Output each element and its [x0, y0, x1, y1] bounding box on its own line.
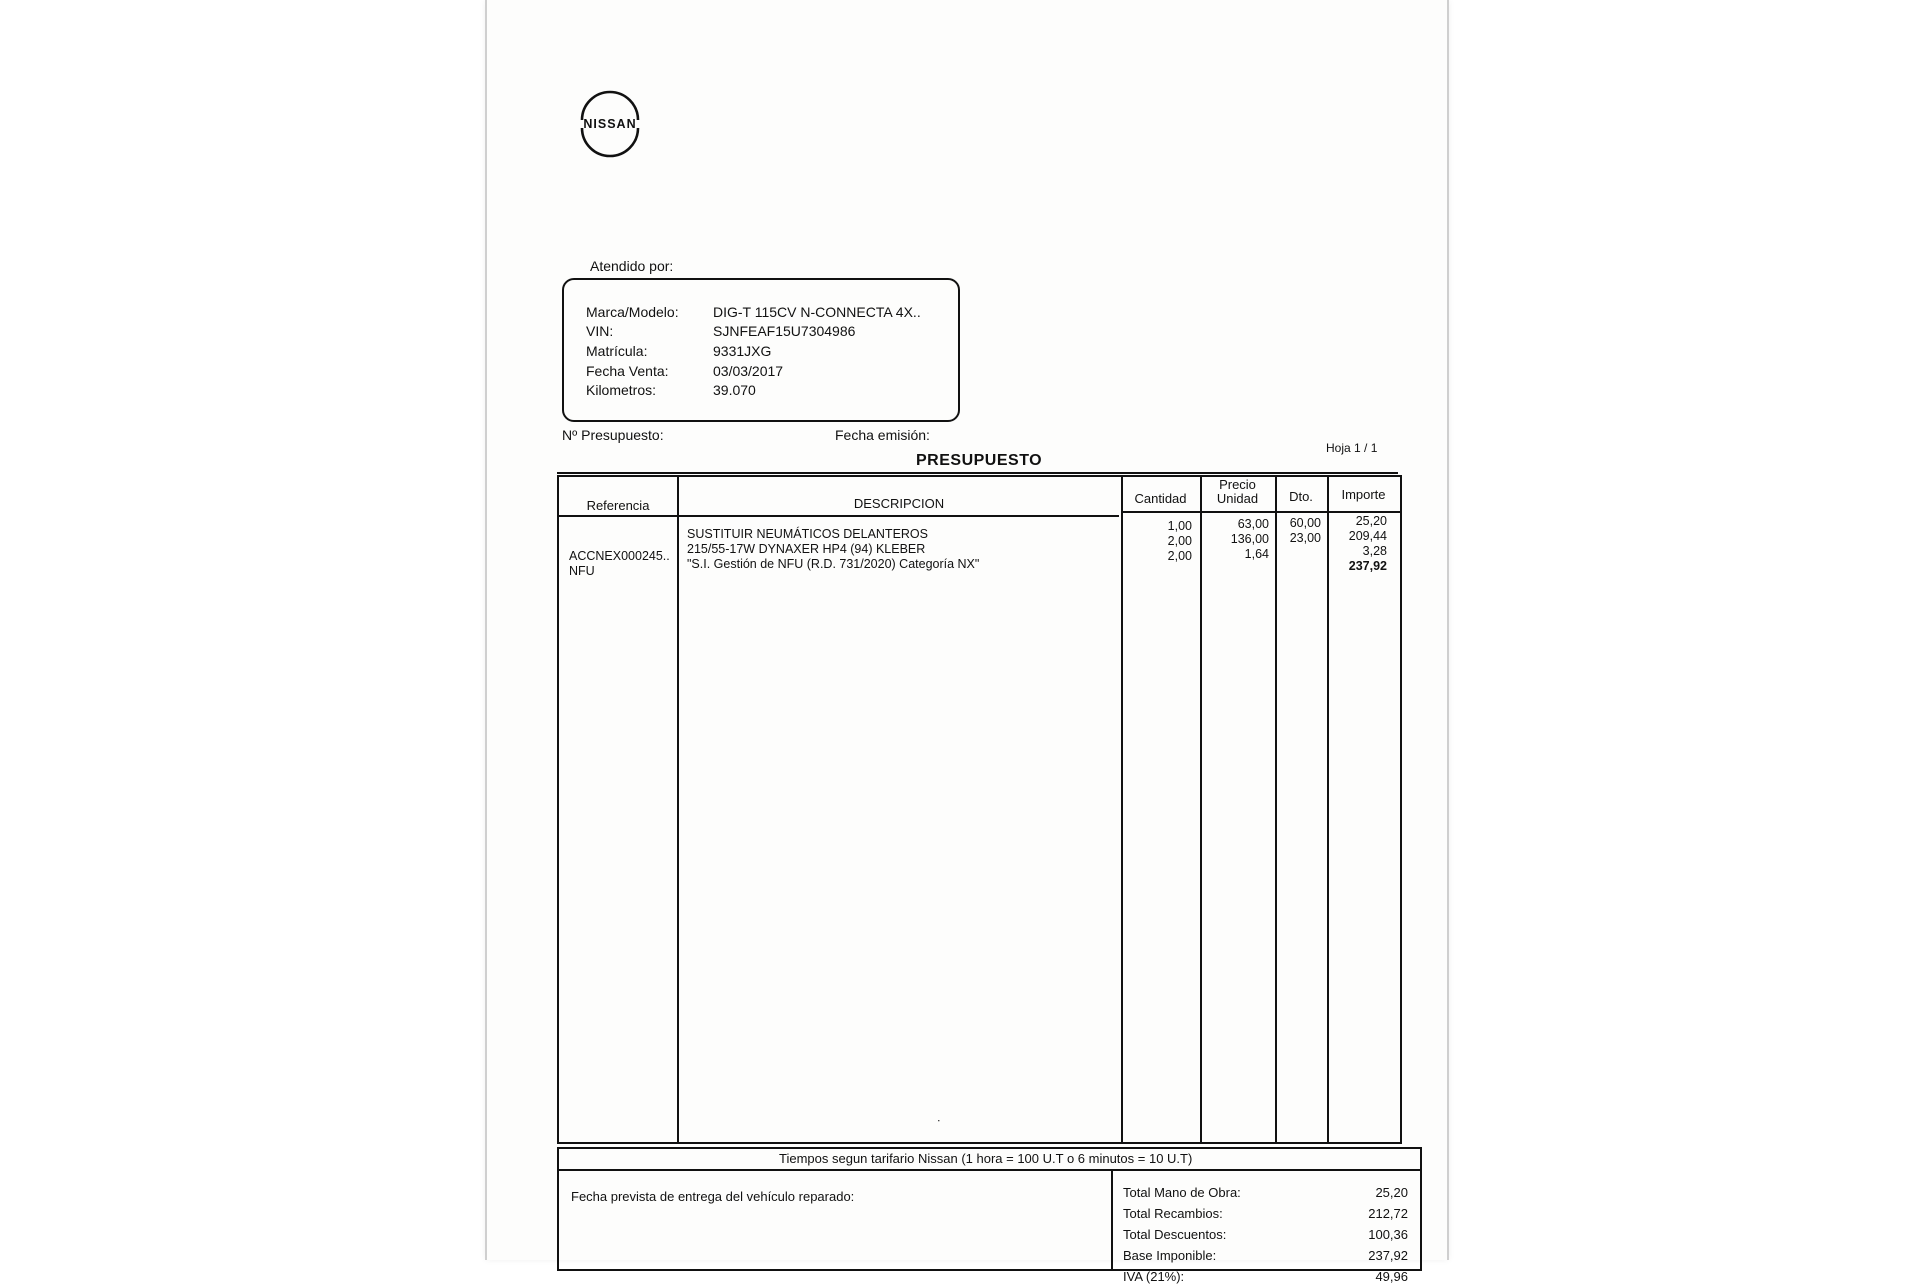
- issue-date-label: Fecha emisión:: [835, 427, 930, 443]
- unit-price-cell: 136,00: [1230, 532, 1269, 546]
- header-discount: Dto.: [1289, 489, 1313, 504]
- model-label: Marca/Modelo:: [586, 304, 679, 320]
- column-divider: [1121, 477, 1123, 1142]
- vat-label: IVA (21%):: [1123, 1269, 1185, 1284]
- total-labor-row: [1123, 1185, 1408, 1200]
- header-rule: [1121, 511, 1400, 513]
- tax-base-value: 237,92: [1368, 1248, 1408, 1263]
- column-divider: [1200, 477, 1202, 1142]
- column-divider: [1327, 477, 1329, 1142]
- vehicle-row-km: [586, 382, 756, 398]
- quantity-cell: 1,00: [1167, 519, 1192, 533]
- delivery-date-label: Fecha prevista de entrega del vehículo reparado:: [571, 1189, 855, 1204]
- total-discounts-row: [1123, 1227, 1408, 1242]
- header-description: DESCRIPCION: [853, 496, 945, 511]
- tax-base-row: [1123, 1248, 1408, 1263]
- header-rule: [559, 515, 1119, 517]
- attended-by-label: Atendido por:: [590, 258, 674, 274]
- tax-base-label: Base Imponible:: [1123, 1248, 1217, 1263]
- vin-label: VIN:: [586, 323, 614, 339]
- km-value: 39.070: [713, 382, 756, 398]
- amount-cell: 3,28: [1362, 544, 1387, 558]
- quantity-cell: 2,00: [1167, 549, 1192, 563]
- logo-text: NISSAN: [583, 117, 637, 131]
- discount-cell: 23,00: [1289, 531, 1321, 545]
- header-reference: Referencia: [586, 498, 650, 513]
- total-labor-value: 25,20: [1375, 1185, 1408, 1200]
- vehicle-info-box: [562, 278, 960, 422]
- vehicle-row-sale-date: [586, 363, 783, 379]
- vin-value: SJNFEAF15U7304986: [713, 323, 856, 339]
- budget-number-label: Nº Presupuesto:: [562, 427, 664, 443]
- summary-divider: [1111, 1169, 1113, 1269]
- tick-mark: ᐧ: [937, 1114, 941, 1128]
- reference-cell: ACCNEX000245..: [569, 549, 670, 563]
- quantity-cell: 2,00: [1167, 534, 1192, 548]
- summary-box: [557, 1147, 1422, 1284]
- tiempos-note: Tiempos segun tarifario Nissan (1 hora = 100 U.T o 6 minutos = 10 U.T): [779, 1151, 1193, 1166]
- page-indicator: Hoja 1 / 1: [1326, 441, 1378, 455]
- column-divider: [1275, 477, 1277, 1142]
- vehicle-row-model: [586, 304, 921, 320]
- sale-date-value: 03/03/2017: [713, 363, 784, 379]
- vehicle-row-plate: [586, 343, 771, 359]
- nissan-logo: [570, 92, 650, 154]
- km-label: Kilometros:: [586, 382, 657, 398]
- discount-cell: 60,00: [1289, 516, 1321, 530]
- description-cell: SUSTITUIR NEUMÁTICOS DELANTEROS: [687, 527, 928, 541]
- document-title: PRESUPUESTO: [916, 452, 1043, 469]
- total-discounts-label: Total Descuentos:: [1123, 1227, 1227, 1242]
- vat-row: [1123, 1269, 1408, 1284]
- total-parts-row: [1123, 1206, 1408, 1221]
- model-value: DIG-T 115CV N-CONNECTA 4X..: [713, 304, 921, 320]
- total-parts-value: 212,72: [1368, 1206, 1408, 1221]
- reference-cell: NFU: [569, 564, 595, 578]
- header-quantity: Cantidad: [1134, 491, 1187, 506]
- amount-cell: 25,20: [1355, 514, 1387, 528]
- unit-price-cell: 1,64: [1244, 547, 1269, 561]
- header-unit-price-2: Unidad: [1216, 491, 1259, 506]
- description-cell: 215/55-17W DYNAXER HP4 (94) KLEBER: [687, 542, 926, 556]
- plate-value: 9331JXG: [713, 343, 772, 359]
- unit-price-cell: 63,00: [1237, 517, 1269, 531]
- description-cell: "S.I. Gestión de NFU (R.D. 731/2020) Categoría NX": [687, 557, 980, 571]
- total-labor-label: Total Mano de Obra:: [1123, 1185, 1241, 1200]
- total-discounts-value: 100,36: [1368, 1227, 1408, 1242]
- budget-table: [557, 475, 1402, 1144]
- sale-date-label: Fecha Venta:: [586, 363, 669, 379]
- vehicle-row-vin: [586, 323, 855, 339]
- plate-label: Matrícula:: [586, 343, 648, 359]
- column-divider: [677, 477, 679, 1142]
- vat-value: 49,96: [1375, 1269, 1408, 1284]
- title-rule: [557, 472, 1398, 474]
- total-parts-label: Total Recambios:: [1123, 1206, 1223, 1221]
- amount-total-cell: 237,92: [1348, 559, 1387, 573]
- amount-cell: 209,44: [1348, 529, 1387, 543]
- header-unit-price-1: Precio: [1219, 477, 1256, 492]
- summary-rule: [559, 1169, 1420, 1171]
- header-amount: Importe: [1341, 487, 1386, 502]
